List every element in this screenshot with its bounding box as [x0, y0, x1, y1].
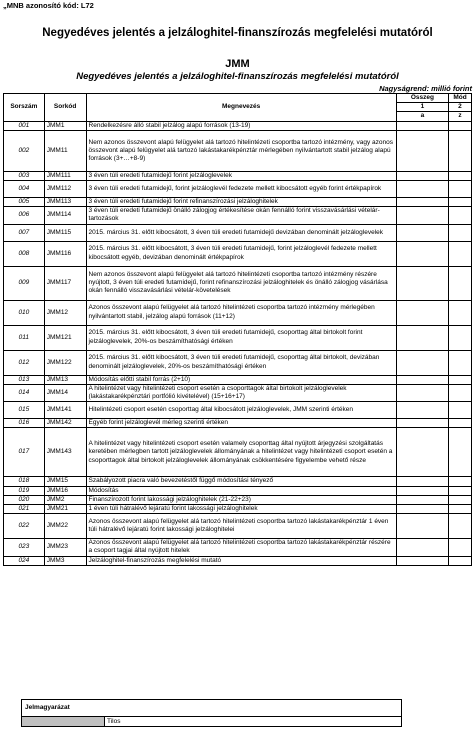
row-megnevezes: Hitelintézeti csoport esetén csoporttag által kibocsátott jelzáloglevelek, JMM szerinti értéken: [86, 402, 396, 419]
row-mod-cell[interactable]: [448, 402, 471, 419]
row-megnevezes: A hitelintézet vagy hitelintézeti csoport esetén a csoporttagok által birtokolt jelzáloglevelek (lakástakarékpénztári portfólió kivételével) (15+16+17): [86, 384, 396, 401]
row-sorkod: JMM21: [44, 505, 86, 514]
table-row: [4, 325, 472, 350]
row-mod-cell[interactable]: [448, 300, 471, 325]
row-osszeg-cell[interactable]: [396, 121, 448, 130]
table-row: [4, 384, 472, 401]
row-osszeg-cell[interactable]: [396, 495, 448, 504]
row-mod-cell[interactable]: [448, 556, 471, 565]
row-osszeg-cell[interactable]: [396, 224, 448, 241]
row-sorkod: JMM111: [44, 171, 86, 180]
row-sorkod: JMM14: [44, 384, 86, 401]
row-megnevezes: Nem azonos összevont alapú felügyelet alá tartozó hitelintézeti csoportba tartozó intézmény részére nyújtott, 3 éven túli eredeti futamidejű, forint refinanszírozási jelzáloghitelek és önálló zálogjog vásárlása okán fennálló visszavásárlási vételár-követelések: [86, 266, 396, 300]
row-sorkod: JMM121: [44, 325, 86, 350]
row-megnevezes: Egyéb forint jelzáloglevél mérleg szerinti értéken: [86, 419, 396, 428]
col-header-osszeg: Összeg: [396, 94, 448, 103]
col-header-sorkod: Sorkód: [44, 94, 86, 122]
row-megnevezes: Rendelkezésre álló stabil jelzálog alapú források (13-19): [86, 121, 396, 130]
row-sorkod: JMM117: [44, 266, 86, 300]
row-sorkod: JMM113: [44, 198, 86, 207]
row-mod-cell[interactable]: [448, 130, 471, 171]
legend: [21, 699, 402, 727]
row-sorszam: 022: [4, 514, 45, 539]
row-sorkod: JMM116: [44, 241, 86, 266]
row-osszeg-cell[interactable]: [396, 198, 448, 207]
table-row: [4, 495, 472, 504]
table-row: [4, 130, 472, 171]
row-sorkod: JMM11: [44, 130, 86, 171]
row-sorszam: 002: [4, 130, 45, 171]
row-sorszam: 012: [4, 350, 45, 375]
row-sorszam: 008: [4, 241, 45, 266]
row-mod-cell[interactable]: [448, 266, 471, 300]
report-table: [3, 93, 472, 566]
table-row: [4, 121, 472, 130]
row-sorszam: 009: [4, 266, 45, 300]
row-sorszam: 005: [4, 198, 45, 207]
row-mod-cell[interactable]: [448, 428, 471, 477]
row-sorszam: 019: [4, 486, 45, 495]
row-osszeg-cell[interactable]: [396, 477, 448, 486]
table-row: [4, 477, 472, 486]
legend-item: [22, 717, 401, 726]
row-osszeg-cell[interactable]: [396, 384, 448, 401]
row-sorszam: 011: [4, 325, 45, 350]
col-number-2: 2: [448, 103, 471, 112]
row-megnevezes: Azonos összevont alapú felügyelet alá tartozó hitelintézeti csoportba tartozó lakástakarékpénztár 1 éven túli hátralévő lejáratú forint lakossági jelzáloghitelei: [86, 514, 396, 539]
table-row: [4, 505, 472, 514]
row-mod-cell[interactable]: [448, 350, 471, 375]
col-number-1: 1: [396, 103, 448, 112]
table-row: [4, 514, 472, 539]
row-mod-cell[interactable]: [448, 121, 471, 130]
row-sorszam: 013: [4, 375, 45, 384]
row-sorszam: 020: [4, 495, 45, 504]
table-row: [4, 428, 472, 477]
header-row-1: [4, 94, 472, 103]
row-osszeg-cell[interactable]: [396, 505, 448, 514]
row-sorszam: 003: [4, 171, 45, 180]
legend-title: Jelmagyarázat: [22, 700, 401, 717]
row-megnevezes: Finanszírozott forint lakossági jelzáloghitelek (21-22+23): [86, 495, 396, 504]
row-megnevezes: 3 éven túli eredeti futamidejű forint jelzáloglevelek: [86, 171, 396, 180]
row-megnevezes: 3 éven túli eredeti futamidejű, forint jelzáloglevél fedezete mellett kibocsátott egyéb forint értékpapírok: [86, 181, 396, 198]
row-osszeg-cell[interactable]: [396, 556, 448, 565]
row-osszeg-cell[interactable]: [396, 419, 448, 428]
row-sorkod: JMM12: [44, 300, 86, 325]
table-row: [4, 266, 472, 300]
row-mod-cell[interactable]: [448, 419, 471, 428]
row-megnevezes: Azonos összevont alapú felügyelet alá tartozó hitelintézeti csoportba tartozó intézmény mérlegében nyilvántartott stabil, jelzálog alapú források (11+12): [86, 300, 396, 325]
row-megnevezes: A hitelintézet vagy hitelintézeti csoport esetén valamely csoporttag által nyújtott árjegyzési szolgáltatás keretében mérlegben tartott jelzáloglevelek állományának a hitelintézet vagy hitelintézeti csoport esetén a csoporttagok által birtokolt jelzáloglevelek állományának csökkentésére figyelembe vehető része: [86, 428, 396, 477]
row-mod-cell[interactable]: [448, 477, 471, 486]
row-sorszam: 014: [4, 384, 45, 401]
row-osszeg-cell[interactable]: [396, 428, 448, 477]
row-osszeg-cell[interactable]: [396, 350, 448, 375]
row-megnevezes: Szabályozott piacra való bevezetéstől függő módosítási tényező: [86, 477, 396, 486]
table-row: [4, 224, 472, 241]
row-megnevezes: 2015. március 31. előtt kibocsátott, 3 éven túli eredeti futamidejű, csoporttag által birtokolt, devizában denominált jelzáloglevelek, 20%-os beszámíthatósági értéken: [86, 350, 396, 375]
row-osszeg-cell[interactable]: [396, 325, 448, 350]
row-sorszam: 004: [4, 181, 45, 198]
row-sorszam: 001: [4, 121, 45, 130]
row-sorszam: 017: [4, 428, 45, 477]
table-row: [4, 375, 472, 384]
row-sorszam: 010: [4, 300, 45, 325]
row-sorszam: 024: [4, 556, 45, 565]
row-megnevezes: 2015. március 31. előtt kibocsátott, 3 éven túli eredeti futamidejű, csoporttag által birtokolt forint jelzáloglevelek, 20%-os beszámíthatósági értéken: [86, 325, 396, 350]
row-osszeg-cell[interactable]: [396, 181, 448, 198]
row-sorkod: JMM13: [44, 375, 86, 384]
row-sorszam: 015: [4, 402, 45, 419]
form-subtitle: Negyedéves jelentés a jelzáloghitel-finanszírozás megfelelési mutatóról: [76, 71, 399, 82]
row-osszeg-cell[interactable]: [396, 402, 448, 419]
row-mod-cell[interactable]: [448, 486, 471, 495]
row-osszeg-cell[interactable]: [396, 486, 448, 495]
table-row: [4, 241, 472, 266]
table-row: [4, 300, 472, 325]
table-row: [4, 539, 472, 556]
row-sorkod: JMM141: [44, 402, 86, 419]
col-letter-a: a: [396, 112, 448, 121]
form-code: JMM: [225, 58, 250, 70]
row-sorkod: JMM23: [44, 539, 86, 556]
row-sorkod: JMM112: [44, 181, 86, 198]
row-sorkod: JMM3: [44, 556, 86, 565]
row-mod-cell[interactable]: [448, 505, 471, 514]
row-sorszam: 006: [4, 207, 45, 224]
table-row: [4, 350, 472, 375]
row-mod-cell[interactable]: [448, 224, 471, 241]
unit-label: Nagyságrend: millió forint: [379, 84, 472, 93]
table-row: [4, 207, 472, 224]
table-row: [4, 486, 472, 495]
row-sorszam: 016: [4, 419, 45, 428]
row-mod-cell[interactable]: [448, 181, 471, 198]
row-mod-cell[interactable]: [448, 375, 471, 384]
row-mod-cell[interactable]: [448, 514, 471, 539]
col-header-sorszam: Sorszám: [4, 94, 45, 122]
row-osszeg-cell[interactable]: [396, 130, 448, 171]
col-header-megnevezes: Megnevezés: [86, 94, 396, 122]
row-sorkod: JMM1: [44, 121, 86, 130]
table-row: [4, 198, 472, 207]
row-sorkod: JMM114: [44, 207, 86, 224]
row-osszeg-cell[interactable]: [396, 266, 448, 300]
legend-label-tilos: Tilos: [107, 718, 121, 725]
row-megnevezes: Módosítás: [86, 486, 396, 495]
row-megnevezes: 2015. március 31. előtt kibocsátott, 3 éven túli eredeti futamidejű, forint jelzáloglevél fedezete mellett kibocsátott egyéb, devizában denominált értékpapírok: [86, 241, 396, 266]
row-osszeg-cell[interactable]: [396, 514, 448, 539]
table-row: [4, 171, 472, 180]
row-megnevezes: 1 éven túli hátralévő lejáratú forint lakossági jelzáloghitelek: [86, 505, 396, 514]
row-sorkod: JMM142: [44, 419, 86, 428]
row-mod-cell[interactable]: [448, 495, 471, 504]
row-megnevezes: Azonos összevont alapú felügyelet alá tartozó hitelintézeti csoportba tartozó lakástakarékpénztár részére a csoport tagjai által nyújtott hitelek: [86, 539, 396, 556]
row-sorszam: 023: [4, 539, 45, 556]
row-osszeg-cell[interactable]: [396, 300, 448, 325]
legend-swatch-tilos: [22, 717, 105, 726]
row-osszeg-cell[interactable]: [396, 241, 448, 266]
col-letter-z: z: [448, 112, 471, 121]
row-megnevezes: Jelzáloghitel-finanszírozás megfelelési mutató: [86, 556, 396, 565]
table-row: [4, 181, 472, 198]
row-sorkod: JMM122: [44, 350, 86, 375]
col-header-mod: Mód: [448, 94, 471, 103]
page-title: Negyedéves jelentés a jelzáloghitel-finanszírozás megfelelési mutatóról: [42, 27, 433, 39]
row-megnevezes: Nem azonos összevont alapú felügyelet alá tartozó hitelintézeti csoportba tartozó intézmény, vagy azonos összevont alapú felügyelet alá tartozó lakástakarékpénztár mérlegében nyilvántartott stabil jelzálog alapú források (3+…+8-9): [86, 130, 396, 171]
row-megnevezes: 2015. március 31. előtt kibocsátott, 3 éven túli eredeti futamidejű devizában denominált jelzáloglevelek: [86, 224, 396, 241]
row-mod-cell[interactable]: [448, 207, 471, 224]
row-mod-cell[interactable]: [448, 325, 471, 350]
row-sorkod: JMM115: [44, 224, 86, 241]
row-sorszam: 021: [4, 505, 45, 514]
row-sorkod: JMM2: [44, 495, 86, 504]
row-mod-cell[interactable]: [448, 539, 471, 556]
row-mod-cell[interactable]: [448, 198, 471, 207]
mnb-identifier: „MNB azonosító kód: L72: [3, 1, 94, 10]
table-row: [4, 402, 472, 419]
row-megnevezes: Módosítás előtti stabil forrás (2+10): [86, 375, 396, 384]
row-osszeg-cell[interactable]: [396, 375, 448, 384]
row-sorkod: JMM22: [44, 514, 86, 539]
row-sorkod: JMM16: [44, 486, 86, 495]
table-row: [4, 419, 472, 428]
row-mod-cell[interactable]: [448, 241, 471, 266]
row-megnevezes: 3 éven túli eredeti futamidejű önálló zálogjog értékesítése okán fennálló forint visszavásárlási vételár-tartozások: [86, 207, 396, 224]
row-osszeg-cell[interactable]: [396, 171, 448, 180]
row-osszeg-cell[interactable]: [396, 539, 448, 556]
row-mod-cell[interactable]: [448, 171, 471, 180]
row-sorkod: JMM15: [44, 477, 86, 486]
row-sorszam: 007: [4, 224, 45, 241]
table-row: [4, 556, 472, 565]
row-sorszam: 018: [4, 477, 45, 486]
row-sorkod: JMM143: [44, 428, 86, 477]
row-mod-cell[interactable]: [448, 384, 471, 401]
row-megnevezes: 3 éven túli eredeti futamidejű forint refinanszírozási jelzáloghitelek: [86, 198, 396, 207]
row-osszeg-cell[interactable]: [396, 207, 448, 224]
